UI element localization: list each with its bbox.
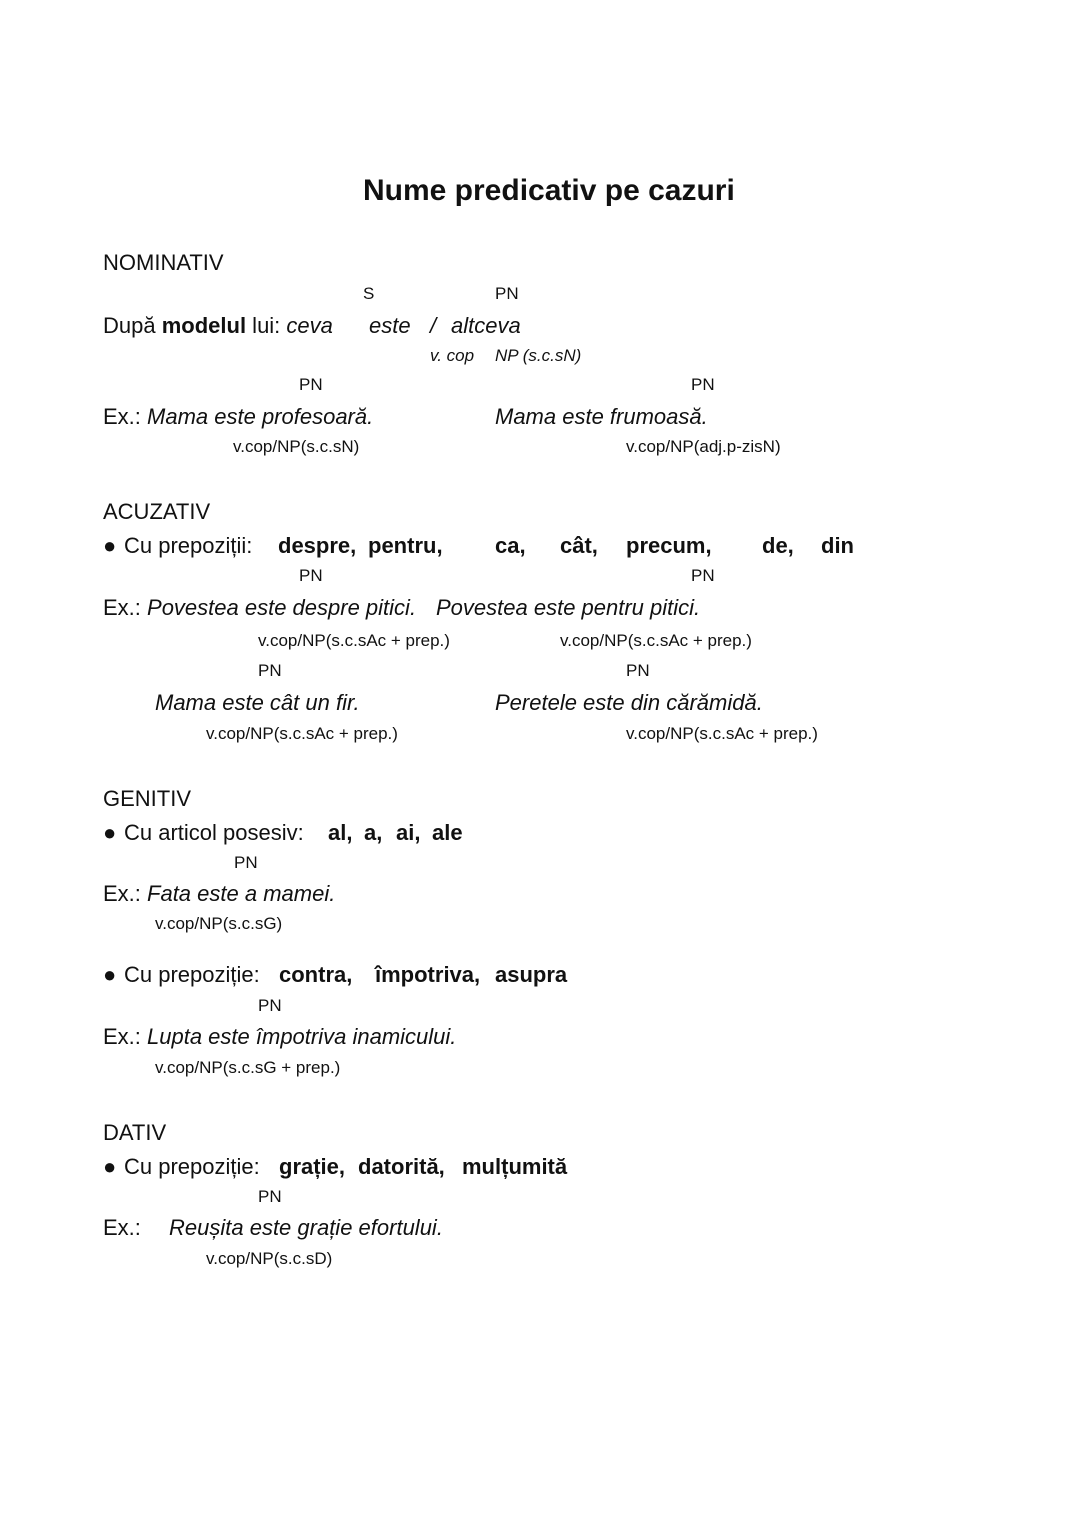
label-pn: PN [691,566,715,585]
example-line [103,597,416,619]
label-pn: PN [299,566,323,585]
example-line [103,406,373,428]
section-heading-genitiv: GENITIV [103,786,192,811]
preposition-item: contra, [279,962,353,987]
preposition-item: ca, [495,533,526,558]
grammar-note: v.cop/NP(s.c.sAc + prep.) [626,724,818,743]
preposition-item: datorită, [358,1154,445,1179]
preposition-item: grație, [279,1154,346,1179]
page-title: Nume predicativ pe cazuri [363,174,735,207]
bullet-icon: ● [103,820,117,845]
label-pn: PN [258,661,282,680]
article-item: ai, [396,820,421,845]
preposition-label: Cu prepoziții: [124,533,253,558]
grammar-note: v.cop/NP(s.c.sAc + prep.) [560,631,752,650]
article-item: ale [432,820,463,845]
preposition-item: de, [762,533,794,558]
example-sentence: Mama este cât un fir. [155,690,360,715]
example-label: Ex.: [103,404,148,429]
model-prefix: După [103,313,162,338]
bullet-icon: ● [103,533,117,558]
article-item: al, [328,820,353,845]
model-line [103,315,333,337]
model-note-vcop: v. cop [430,346,475,365]
label-s: S [363,284,375,303]
grammar-note: v.cop/NP(s.c.sG) [155,914,283,933]
preposition-item: din [821,533,854,558]
grammar-note: v.cop/NP(s.c.sAc + prep.) [258,631,450,650]
model-ceva: ceva [286,313,333,338]
grammar-note: v.cop/NP(s.c.sD) [206,1249,333,1268]
label-pn: PN [495,284,519,303]
model-mid: lui: [246,313,287,338]
article-item: a, [364,820,383,845]
grammar-note: v.cop/NP(s.c.sAc + prep.) [206,724,398,743]
example-sentence: Povestea este despre pitici. [147,595,417,620]
model-note-np: NP (s.c.sN) [495,346,582,365]
article-label: Cu articol posesiv: [124,820,304,845]
preposition-item: mulțumită [462,1154,568,1179]
example-line [103,1026,456,1048]
preposition-item: cât, [560,533,598,558]
bullet-icon: ● [103,962,117,987]
example-line [103,883,335,905]
grammar-note: v.cop/NP(s.c.sN) [233,437,360,456]
example-label: Ex.: [103,1215,141,1240]
example-label: Ex.: [103,1024,148,1049]
model-este: este [369,313,411,338]
example-sentence: Peretele este din cărămidă. [495,690,763,715]
preposition-item: pentru, [368,533,443,558]
grammar-note: v.cop/NP(adj.p-zisN) [626,437,781,456]
preposition-label: Cu prepoziție: [124,962,260,987]
example-sentence: Mama este frumoasă. [495,404,708,429]
label-pn: PN [691,375,715,394]
grammar-note: v.cop/NP(s.c.sG + prep.) [155,1058,341,1077]
example-sentence: Povestea este pentru pitici. [436,595,701,620]
label-pn: PN [234,853,258,872]
section-heading-nominativ: NOMINATIV [103,250,224,275]
model-altceva: altceva [451,313,521,338]
section-heading-dativ: DATIV [103,1120,167,1145]
example-sentence: Fata este a mamei. [147,881,336,906]
preposition-item: despre, [278,533,357,558]
preposition-label: Cu prepoziție: [124,1154,260,1179]
example-label: Ex.: [103,595,148,620]
preposition-item: asupra [495,962,568,987]
label-pn: PN [299,375,323,394]
bullet-icon: ● [103,1154,117,1179]
preposition-item: precum, [626,533,712,558]
label-pn: PN [626,661,650,680]
preposition-item: împotriva, [375,962,481,987]
example-sentence: Lupta este împotriva inamicului. [147,1024,457,1049]
label-pn: PN [258,1187,282,1206]
label-pn: PN [258,996,282,1015]
model-bold: modelul [161,313,247,338]
example-label: Ex.: [103,881,148,906]
example-sentence: Reușita este grație efortului. [169,1215,443,1240]
section-heading-acuzativ: ACUZATIV [103,499,211,524]
model-slash: / [430,313,437,338]
example-sentence: Mama este profesoară. [147,404,374,429]
